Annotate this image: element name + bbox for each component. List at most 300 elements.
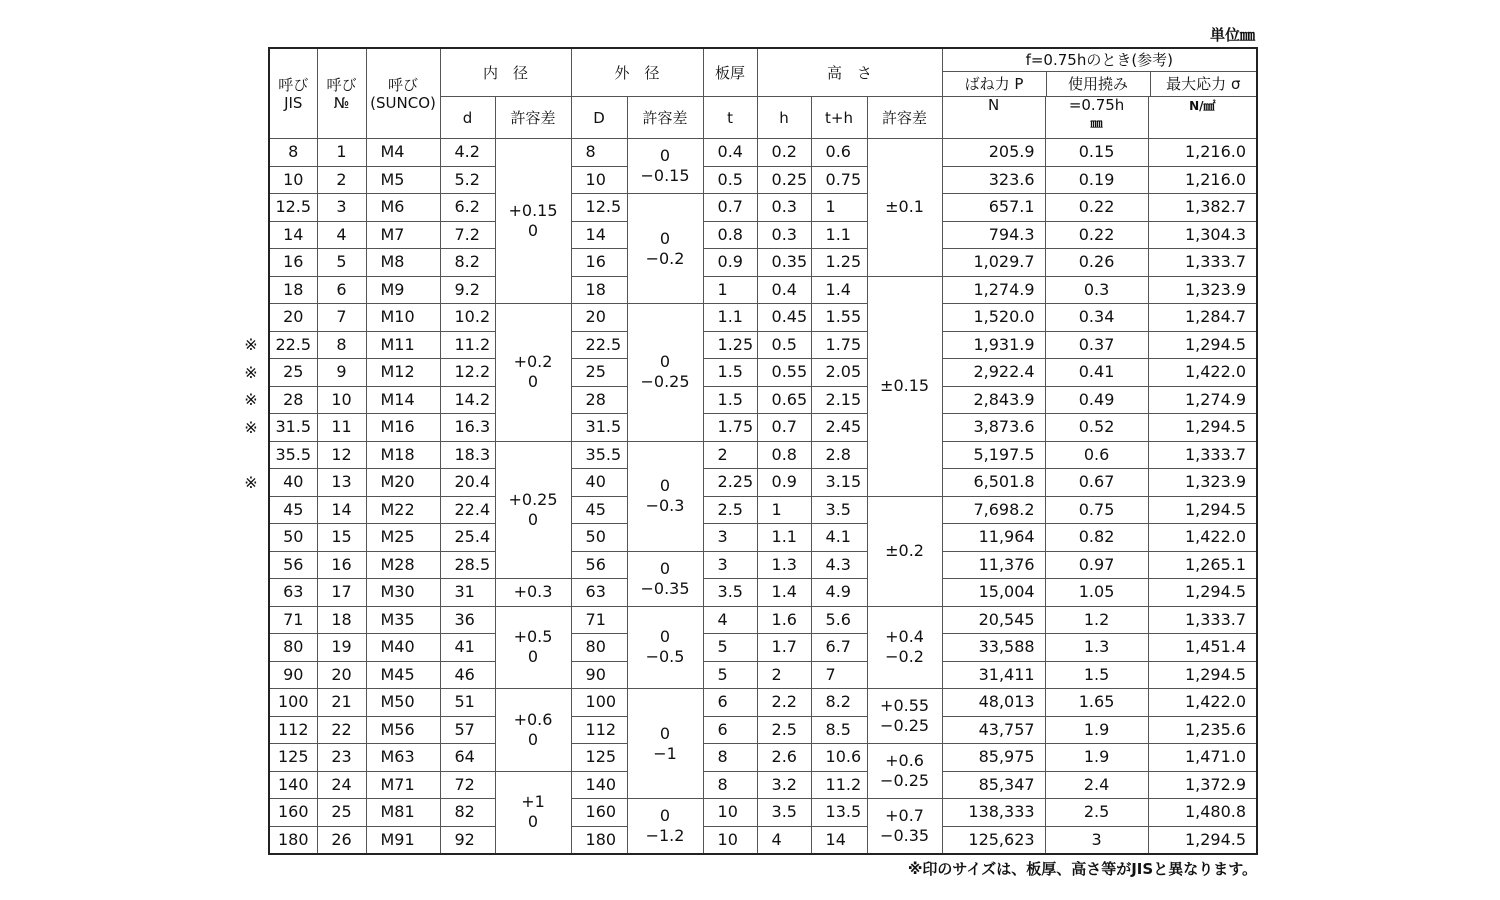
- cell-no: 9: [317, 359, 366, 387]
- cell-d: 25.4: [440, 524, 495, 552]
- cell-stress: 1,323.9: [1148, 469, 1257, 497]
- cell-spring-force: 11,376: [942, 551, 1045, 579]
- unit-label: 単位㎜: [1209, 26, 1255, 44]
- cell-stress: 1,294.5: [1148, 661, 1257, 689]
- cell-h: 1.3: [757, 551, 811, 579]
- cell-spring-force: 6,501.8: [942, 469, 1045, 497]
- cell-stress: 1,333.7: [1148, 441, 1257, 469]
- cell-h: 1.6: [757, 606, 811, 634]
- cell-t: 3: [703, 524, 757, 552]
- cell-t: 6: [703, 689, 757, 717]
- cell-t-plus-h: 0.75: [811, 166, 867, 194]
- cell-sunco: M16: [366, 414, 440, 442]
- cell-jis: 63: [269, 579, 317, 607]
- cell-spring-force: 125,623: [942, 826, 1045, 854]
- cell-d: 36: [440, 606, 495, 634]
- spec-table: [268, 47, 1258, 855]
- cell-D: 90: [571, 661, 627, 689]
- cell-d-tolerance: +0.3: [495, 579, 571, 607]
- table-row: [269, 689, 1257, 717]
- cell-sunco: M5: [366, 166, 440, 194]
- table-row: [269, 771, 1257, 799]
- cell-jis: 90: [269, 661, 317, 689]
- cell-h: 0.3: [757, 194, 811, 222]
- table-row: [269, 826, 1257, 854]
- cell-spring-force: 1,931.9: [942, 331, 1045, 359]
- cell-d: 51: [440, 689, 495, 717]
- cell-stress: 1,422.0: [1148, 359, 1257, 387]
- cell-sunco: M11: [366, 331, 440, 359]
- cell-sunco: M71: [366, 771, 440, 799]
- cell-jis: 71: [269, 606, 317, 634]
- cell-D-tolerance: 0 −0.25: [627, 304, 703, 442]
- cell-deflection: 0.41: [1045, 359, 1148, 387]
- cell-no: 25: [317, 799, 366, 827]
- table-row: [269, 551, 1257, 579]
- cell-h: 3.5: [757, 799, 811, 827]
- cell-t: 2.25: [703, 469, 757, 497]
- cell-D: 14: [571, 221, 627, 249]
- cell-spring-force: 2,922.4: [942, 359, 1045, 387]
- cell-stress: 1,274.9: [1148, 386, 1257, 414]
- cell-no: 8: [317, 331, 366, 359]
- cell-h: 0.25: [757, 166, 811, 194]
- cell-D: 80: [571, 634, 627, 662]
- table-row: [269, 221, 1257, 249]
- cell-stress: 1,422.0: [1148, 524, 1257, 552]
- cell-t-plus-h: 4.9: [811, 579, 867, 607]
- cell-t-plus-h: 13.5: [811, 799, 867, 827]
- cell-t-plus-h: 1.1: [811, 221, 867, 249]
- cell-no: 1: [317, 139, 366, 167]
- table-row: [269, 194, 1257, 222]
- cell-d: 20.4: [440, 469, 495, 497]
- cell-stress: 1,216.0: [1148, 166, 1257, 194]
- cell-t: 10: [703, 826, 757, 854]
- cell-D: 12.5: [571, 194, 627, 222]
- cell-jis: 16: [269, 249, 317, 277]
- cell-t-plus-h: 1.4: [811, 276, 867, 304]
- cell-deflection: 0.15: [1045, 139, 1148, 167]
- cell-t-plus-h: 8.2: [811, 689, 867, 717]
- cell-jis: 22.5: [269, 331, 317, 359]
- cell-h: 0.4: [757, 276, 811, 304]
- cell-jis: 80: [269, 634, 317, 662]
- table-row: [269, 166, 1257, 194]
- cell-sunco: M4: [366, 139, 440, 167]
- cell-t-plus-h: 4.3: [811, 551, 867, 579]
- cell-stress: 1,294.5: [1148, 579, 1257, 607]
- cell-deflection: 0.82: [1045, 524, 1148, 552]
- cell-no: 3: [317, 194, 366, 222]
- cell-jis: 10: [269, 166, 317, 194]
- cell-stress: 1,284.7: [1148, 304, 1257, 332]
- cell-t: 1: [703, 276, 757, 304]
- table-row: [269, 386, 1257, 414]
- cell-t-plus-h: 2.15: [811, 386, 867, 414]
- cell-sunco: M28: [366, 551, 440, 579]
- cell-h: 1: [757, 496, 811, 524]
- cell-d: 11.2: [440, 331, 495, 359]
- cell-stress: 1,382.7: [1148, 194, 1257, 222]
- cell-t-plus-h: 0.6: [811, 139, 867, 167]
- cell-jis: 56: [269, 551, 317, 579]
- cell-jis: 125: [269, 744, 317, 772]
- cell-t: 10: [703, 799, 757, 827]
- cell-no: 18: [317, 606, 366, 634]
- cell-t: 5: [703, 661, 757, 689]
- header-inner-diameter: 内 径: [440, 48, 571, 97]
- cell-h: 1.1: [757, 524, 811, 552]
- cell-h: 0.5: [757, 331, 811, 359]
- cell-deflection: 1.9: [1045, 716, 1148, 744]
- cell-sunco: M12: [366, 359, 440, 387]
- cell-d-tolerance: +0.6 0: [495, 689, 571, 772]
- cell-h: 0.35: [757, 249, 811, 277]
- cell-h: 0.8: [757, 441, 811, 469]
- cell-deflection: 3: [1045, 826, 1148, 854]
- cell-d: 92: [440, 826, 495, 854]
- header-t-plus-h: t+h: [811, 97, 867, 139]
- cell-t-plus-h: 6.7: [811, 634, 867, 662]
- header-spring-force-unit: N: [942, 97, 1045, 139]
- cell-jis: 14: [269, 221, 317, 249]
- cell-deflection: 0.22: [1045, 221, 1148, 249]
- cell-D-tolerance: 0 −0.2: [627, 194, 703, 304]
- cell-spring-force: 794.3: [942, 221, 1045, 249]
- cell-D: 28: [571, 386, 627, 414]
- header-D-tolerance: 許容差: [627, 97, 703, 139]
- header-spring-force: ばね力 P: [943, 72, 1047, 96]
- cell-jis: 35.5: [269, 441, 317, 469]
- cell-t: 2: [703, 441, 757, 469]
- cell-h: 2.6: [757, 744, 811, 772]
- cell-d: 10.2: [440, 304, 495, 332]
- table-row: [269, 606, 1257, 634]
- cell-D-tolerance: 0 −0.3: [627, 441, 703, 551]
- cell-no: 13: [317, 469, 366, 497]
- header-jis: 呼び JIS: [269, 48, 317, 139]
- cell-deflection: 1.3: [1045, 634, 1148, 662]
- cell-t-plus-h: 10.6: [811, 744, 867, 772]
- cell-D: 22.5: [571, 331, 627, 359]
- cell-D: 112: [571, 716, 627, 744]
- cell-d: 7.2: [440, 221, 495, 249]
- cell-deflection: 2.5: [1045, 799, 1148, 827]
- cell-D: 63: [571, 579, 627, 607]
- cell-spring-force: 85,347: [942, 771, 1045, 799]
- cell-no: 20: [317, 661, 366, 689]
- cell-D: 45: [571, 496, 627, 524]
- cell-d: 12.2: [440, 359, 495, 387]
- cell-d: 8.2: [440, 249, 495, 277]
- cell-stress: 1,333.7: [1148, 249, 1257, 277]
- cell-jis: 31.5: [269, 414, 317, 442]
- cell-h: 0.65: [757, 386, 811, 414]
- cell-d: 72: [440, 771, 495, 799]
- footnote: ※印のサイズは、板厚、高さ等がJISと異なります。: [907, 860, 1257, 878]
- cell-h-tolerance: ±0.15: [867, 276, 942, 496]
- cell-stress: 1,471.0: [1148, 744, 1257, 772]
- cell-deflection: 1.5: [1045, 661, 1148, 689]
- cell-stress: 1,333.7: [1148, 606, 1257, 634]
- cell-t-plus-h: 1.25: [811, 249, 867, 277]
- header-outer-diameter: 外 径: [571, 48, 703, 97]
- table-row: [269, 304, 1257, 332]
- row-mark: ※: [244, 335, 258, 354]
- cell-no: 17: [317, 579, 366, 607]
- cell-no: 15: [317, 524, 366, 552]
- cell-jis: 140: [269, 771, 317, 799]
- cell-D: 10: [571, 166, 627, 194]
- cell-t: 0.4: [703, 139, 757, 167]
- cell-d: 9.2: [440, 276, 495, 304]
- cell-h: 0.3: [757, 221, 811, 249]
- row-mark: ※: [244, 390, 258, 409]
- cell-h: 1.7: [757, 634, 811, 662]
- cell-d-tolerance: +1 0: [495, 771, 571, 854]
- cell-deflection: 0.37: [1045, 331, 1148, 359]
- cell-deflection: 0.3: [1045, 276, 1148, 304]
- cell-D-tolerance: 0 −0.15: [627, 139, 703, 194]
- cell-t: 5: [703, 634, 757, 662]
- cell-deflection: 0.75: [1045, 496, 1148, 524]
- table-row: [269, 249, 1257, 277]
- cell-t: 0.5: [703, 166, 757, 194]
- table-row: [269, 496, 1257, 524]
- cell-no: 19: [317, 634, 366, 662]
- cell-h: 0.2: [757, 139, 811, 167]
- cell-t-plus-h: 7: [811, 661, 867, 689]
- cell-deflection: 0.34: [1045, 304, 1148, 332]
- cell-t-plus-h: 2.05: [811, 359, 867, 387]
- cell-deflection: 0.49: [1045, 386, 1148, 414]
- cell-sunco: M63: [366, 744, 440, 772]
- cell-h: 1.4: [757, 579, 811, 607]
- cell-deflection: 1.2: [1045, 606, 1148, 634]
- cell-t-plus-h: 5.6: [811, 606, 867, 634]
- cell-no: 10: [317, 386, 366, 414]
- cell-h: 0.45: [757, 304, 811, 332]
- cell-spring-force: 85,975: [942, 744, 1045, 772]
- cell-d: 28.5: [440, 551, 495, 579]
- header-reference-title: f=0.75hのとき(参考): [943, 49, 1257, 72]
- cell-deflection: 0.6: [1045, 441, 1148, 469]
- header-d: d: [440, 97, 495, 139]
- cell-t-plus-h: 1.75: [811, 331, 867, 359]
- cell-stress: 1,235.6: [1148, 716, 1257, 744]
- cell-D: 71: [571, 606, 627, 634]
- cell-h-tolerance: +0.7 −0.35: [867, 799, 942, 855]
- cell-no: 23: [317, 744, 366, 772]
- cell-t: 6: [703, 716, 757, 744]
- cell-d-tolerance: +0.5 0: [495, 606, 571, 689]
- cell-D: 160: [571, 799, 627, 827]
- table-row: [269, 331, 1257, 359]
- table-row: [269, 359, 1257, 387]
- cell-h-tolerance: ±0.2: [867, 496, 942, 606]
- cell-D-tolerance: 0 −0.5: [627, 606, 703, 689]
- cell-no: 5: [317, 249, 366, 277]
- cell-t: 4: [703, 606, 757, 634]
- header-deflection: 使用撓み: [1047, 72, 1151, 96]
- cell-D: 16: [571, 249, 627, 277]
- cell-t: 1.5: [703, 386, 757, 414]
- cell-spring-force: 205.9: [942, 139, 1045, 167]
- table-row: [269, 524, 1257, 552]
- cell-d: 16.3: [440, 414, 495, 442]
- cell-sunco: M9: [366, 276, 440, 304]
- cell-d: 5.2: [440, 166, 495, 194]
- cell-d: 14.2: [440, 386, 495, 414]
- cell-sunco: M91: [366, 826, 440, 854]
- cell-t: 2.5: [703, 496, 757, 524]
- cell-stress: 1,323.9: [1148, 276, 1257, 304]
- cell-jis: 28: [269, 386, 317, 414]
- cell-deflection: 0.26: [1045, 249, 1148, 277]
- cell-t: 1.75: [703, 414, 757, 442]
- cell-jis: 45: [269, 496, 317, 524]
- table-row: [269, 469, 1257, 497]
- header-reference: [942, 48, 1257, 97]
- cell-stress: 1,216.0: [1148, 139, 1257, 167]
- table-row: [269, 799, 1257, 827]
- cell-h-tolerance: +0.55 −0.25: [867, 689, 942, 744]
- cell-d: 41: [440, 634, 495, 662]
- cell-stress: 1,294.5: [1148, 414, 1257, 442]
- table-row: [269, 716, 1257, 744]
- row-mark: ※: [244, 362, 258, 382]
- cell-D-tolerance: 0 −0.35: [627, 551, 703, 606]
- cell-d-tolerance: +0.25 0: [495, 441, 571, 579]
- cell-sunco: M50: [366, 689, 440, 717]
- cell-d: 31: [440, 579, 495, 607]
- table-row: [269, 661, 1257, 689]
- cell-jis: 8: [269, 139, 317, 167]
- cell-deflection: 2.4: [1045, 771, 1148, 799]
- cell-d: 46: [440, 661, 495, 689]
- cell-stress: 1,372.9: [1148, 771, 1257, 799]
- table-row: [269, 276, 1257, 304]
- cell-D: 56: [571, 551, 627, 579]
- cell-D-tolerance: 0 −1: [627, 689, 703, 799]
- cell-d: 4.2: [440, 139, 495, 167]
- header-height: 高 さ: [757, 48, 942, 97]
- header-h-tolerance: 許容差: [867, 97, 942, 139]
- cell-h-tolerance: +0.4 −0.2: [867, 606, 942, 689]
- cell-sunco: M45: [366, 661, 440, 689]
- cell-sunco: M81: [366, 799, 440, 827]
- cell-t-plus-h: 14: [811, 826, 867, 854]
- table-row: [269, 744, 1257, 772]
- cell-no: 12: [317, 441, 366, 469]
- cell-no: 16: [317, 551, 366, 579]
- cell-D: 180: [571, 826, 627, 854]
- cell-no: 4: [317, 221, 366, 249]
- cell-stress: 1,265.1: [1148, 551, 1257, 579]
- cell-t-plus-h: 2.8: [811, 441, 867, 469]
- cell-D: 25: [571, 359, 627, 387]
- cell-no: 7: [317, 304, 366, 332]
- cell-stress: 1,304.3: [1148, 221, 1257, 249]
- cell-t: 1.5: [703, 359, 757, 387]
- cell-d-tolerance: +0.15 0: [495, 139, 571, 304]
- table-row: [269, 579, 1257, 607]
- cell-sunco: M8: [366, 249, 440, 277]
- cell-h: 0.7: [757, 414, 811, 442]
- table-row: [269, 139, 1257, 167]
- header-t: t: [703, 97, 757, 139]
- header-deflection-sub: =0.75h ㎜: [1045, 97, 1148, 139]
- cell-deflection: 0.52: [1045, 414, 1148, 442]
- cell-D: 125: [571, 744, 627, 772]
- cell-D: 20: [571, 304, 627, 332]
- cell-d: 82: [440, 799, 495, 827]
- header-sunco: 呼び (SUNCO): [366, 48, 440, 139]
- cell-deflection: 0.22: [1045, 194, 1148, 222]
- cell-D: 18: [571, 276, 627, 304]
- cell-spring-force: 1,029.7: [942, 249, 1045, 277]
- header-thickness: 板厚: [703, 48, 757, 97]
- cell-h-tolerance: ±0.1: [867, 139, 942, 277]
- cell-jis: 50: [269, 524, 317, 552]
- cell-h: 2.2: [757, 689, 811, 717]
- cell-jis: 40: [269, 469, 317, 497]
- cell-spring-force: 15,004: [942, 579, 1045, 607]
- cell-spring-force: 5,197.5: [942, 441, 1045, 469]
- table-row: [269, 414, 1257, 442]
- cell-sunco: M14: [366, 386, 440, 414]
- table-body: [269, 139, 1257, 855]
- cell-t-plus-h: 11.2: [811, 771, 867, 799]
- header-no: 呼び №: [317, 48, 366, 139]
- cell-d: 6.2: [440, 194, 495, 222]
- cell-sunco: M56: [366, 716, 440, 744]
- row-mark: ※: [244, 472, 258, 492]
- cell-t: 0.8: [703, 221, 757, 249]
- cell-t: 1.25: [703, 331, 757, 359]
- cell-sunco: M6: [366, 194, 440, 222]
- cell-spring-force: 323.6: [942, 166, 1045, 194]
- header-stress-unit: N/㎟: [1148, 97, 1257, 139]
- cell-stress: 1,422.0: [1148, 689, 1257, 717]
- header-h: h: [757, 97, 811, 139]
- cell-jis: 25: [269, 359, 317, 387]
- cell-D: 8: [571, 139, 627, 167]
- cell-t-plus-h: 4.1: [811, 524, 867, 552]
- cell-no: 14: [317, 496, 366, 524]
- cell-t-plus-h: 3.15: [811, 469, 867, 497]
- cell-jis: 12.5: [269, 194, 317, 222]
- cell-sunco: M30: [366, 579, 440, 607]
- cell-h: 0.55: [757, 359, 811, 387]
- cell-stress: 1,294.5: [1148, 826, 1257, 854]
- cell-spring-force: 3,873.6: [942, 414, 1045, 442]
- cell-no: 21: [317, 689, 366, 717]
- cell-t: 1.1: [703, 304, 757, 332]
- cell-jis: 180: [269, 826, 317, 854]
- cell-D: 40: [571, 469, 627, 497]
- cell-sunco: M20: [366, 469, 440, 497]
- cell-deflection: 0.67: [1045, 469, 1148, 497]
- cell-d: 22.4: [440, 496, 495, 524]
- cell-stress: 1,480.8: [1148, 799, 1257, 827]
- cell-no: 24: [317, 771, 366, 799]
- cell-stress: 1,451.4: [1148, 634, 1257, 662]
- cell-spring-force: 43,757: [942, 716, 1045, 744]
- cell-sunco: M7: [366, 221, 440, 249]
- cell-d: 18.3: [440, 441, 495, 469]
